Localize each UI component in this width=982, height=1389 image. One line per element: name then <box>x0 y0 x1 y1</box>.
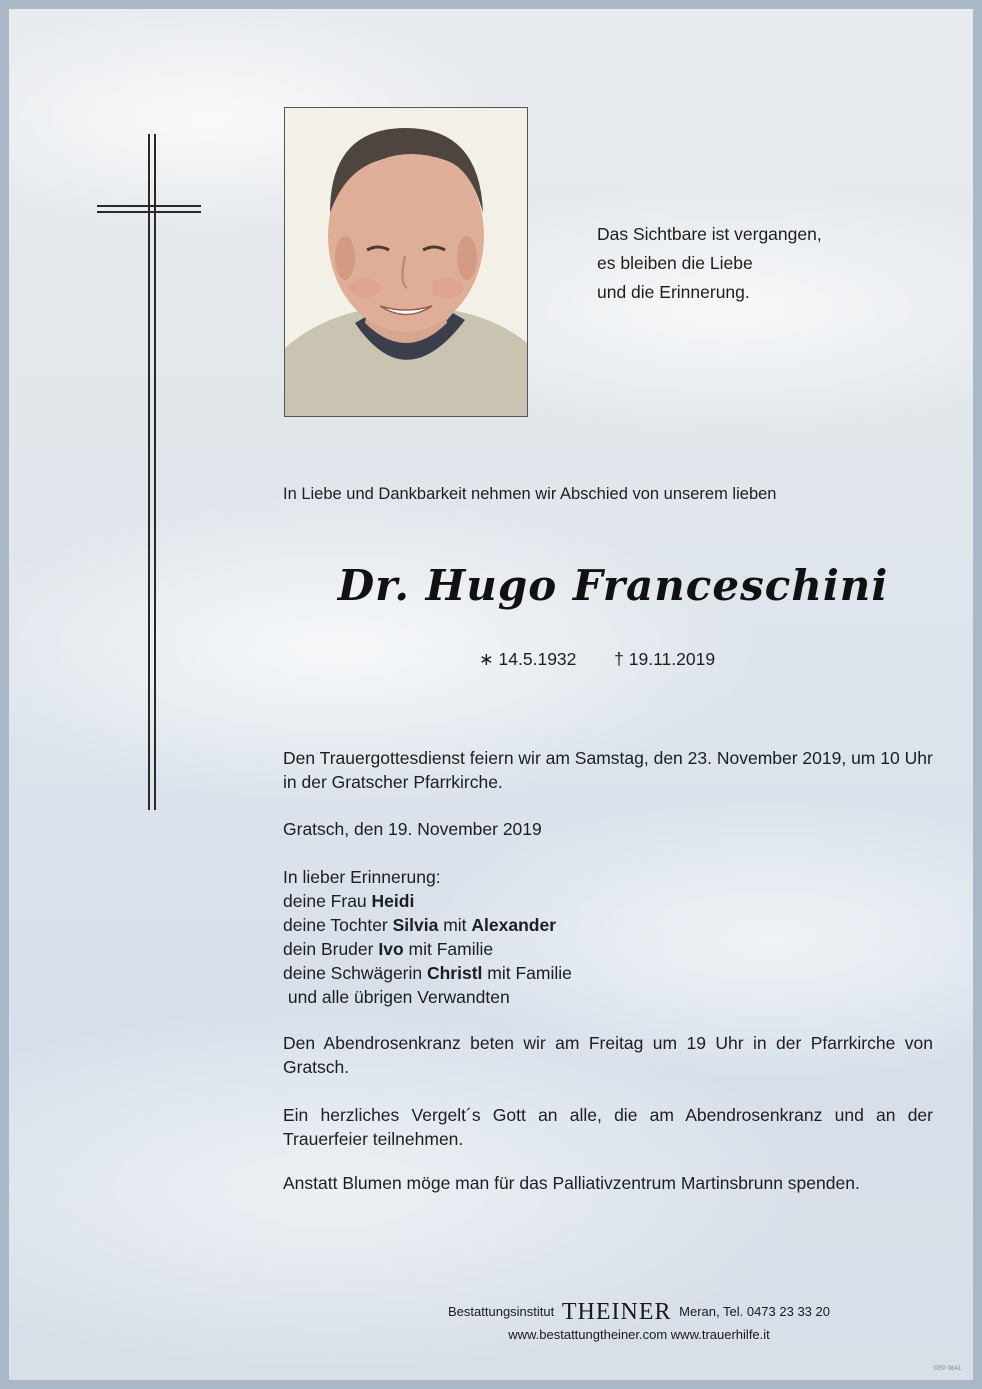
cross-horizontal-line <box>97 205 201 207</box>
funeral-home-footer <box>379 1299 899 1342</box>
mourner-entry: und alle übrigen Verwandten <box>283 987 510 1007</box>
place-and-date: Gratsch, den 19. November 2019 <box>283 819 542 839</box>
funeral-home-contact: Meran, Tel. 0473 23 33 20 <box>679 1304 830 1319</box>
funeral-home-label: Bestattungsinstitut <box>448 1304 555 1319</box>
deceased-name: Dr. Hugo Franceschini <box>337 561 889 610</box>
birth-symbol-icon: ∗ <box>479 649 494 669</box>
quote-line: es bleiben die Liebe <box>597 253 753 273</box>
mourner-entry: deine Tochter Silvia mit Alexander <box>283 915 557 935</box>
obituary-notice <box>9 9 973 1380</box>
death-symbol-icon: † <box>614 649 624 669</box>
memorial-quote <box>597 220 917 307</box>
cross-horizontal-line <box>97 211 201 213</box>
mourners-heading: In lieber Erinnerung: <box>283 867 441 887</box>
quote-line: Das Sichtbare ist vergangen, <box>597 224 822 244</box>
document-code: ©EP 0641 <box>933 1366 961 1372</box>
quote-line: und die Erinnerung. <box>597 282 750 302</box>
funeral-home-websites: www.bestattungtheiner.com www.trauerhilfe.it <box>508 1327 770 1342</box>
donation-text: Anstatt Blumen möge man für das Palliativzentrum Martinsbrunn spenden. <box>283 1173 860 1193</box>
funeral-service-text: Den Trauergottesdienst feiern wir am Samstag, den 23. November 2019, um 10 Uhr in der Gratscher Pfarrkirche. <box>283 748 933 792</box>
intro-text: In Liebe und Dankbarkeit nehmen wir Abschied von unserem lieben <box>283 485 777 503</box>
life-dates <box>479 649 715 670</box>
mourner-entry: deine Schwägerin Christl mit Familie <box>283 963 572 983</box>
mourners-list <box>283 865 933 1009</box>
birth-date: 14.5.1932 <box>498 649 577 669</box>
death-date: 19.11.2019 <box>628 649 716 669</box>
portrait-photo <box>284 107 528 417</box>
mourner-entry: deine Frau Heidi <box>283 891 415 911</box>
rosary-text: Den Abendrosenkranz beten wir am Freitag um 19 Uhr in der Pfarrkirche von Gratsch. <box>283 1033 933 1077</box>
cross-vertical-line <box>148 134 150 810</box>
mourner-entry: dein Bruder Ivo mit Familie <box>283 939 494 959</box>
portrait-illustration <box>285 108 527 416</box>
funeral-home-logo: THEINER <box>561 1299 672 1325</box>
thanks-text: Ein herzliches Vergelt´s Gott an alle, die am Abendrosenkranz und an der Trauerfeier teilnehmen. <box>283 1105 933 1149</box>
cross-vertical-line <box>154 134 156 810</box>
